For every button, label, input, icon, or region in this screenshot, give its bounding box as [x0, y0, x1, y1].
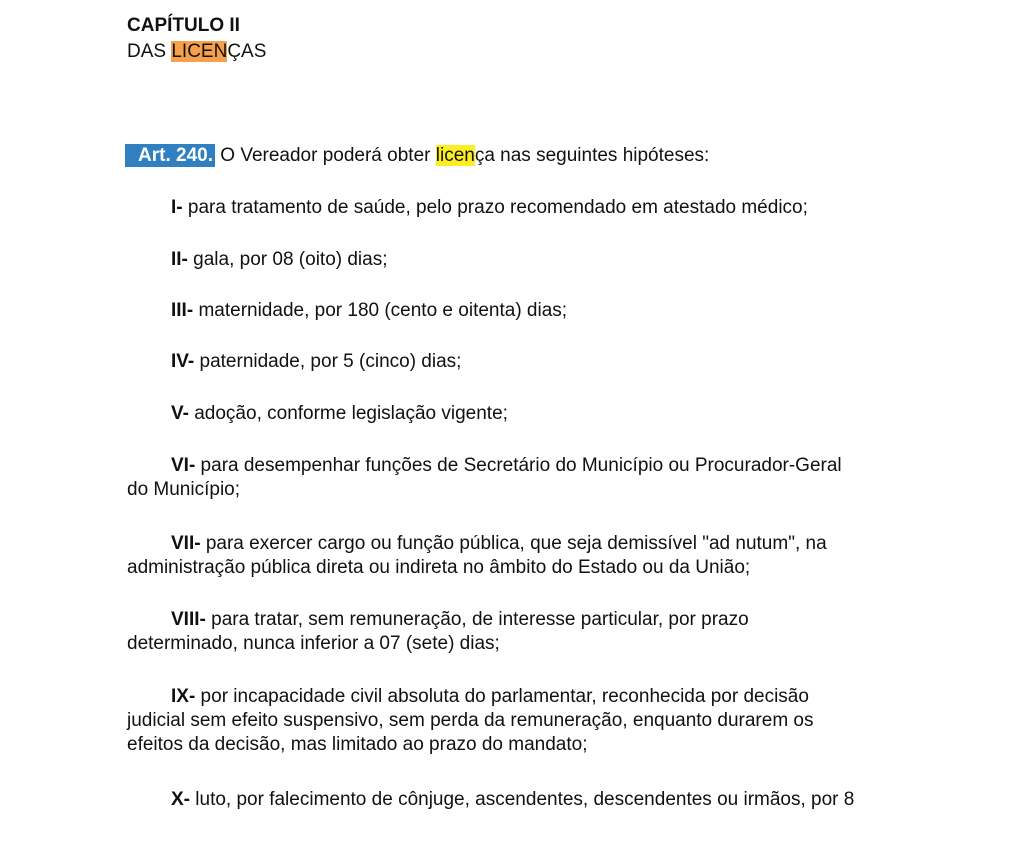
item-number: VI- — [171, 455, 196, 476]
item-number: II- — [171, 249, 188, 270]
item-number: VII- — [171, 533, 201, 554]
item-number: IX- — [171, 686, 196, 707]
item-number: I- — [171, 197, 183, 218]
item-number: IV- — [171, 351, 195, 372]
item-text: para tratar, sem remuneração, de interesse particular, por prazo — [205, 609, 749, 630]
list-item-iv — [127, 350, 927, 374]
chapter-subtitle-suffix: ÇAS — [227, 41, 267, 62]
item-number: X- — [171, 789, 190, 810]
chapter-subtitle — [127, 40, 266, 64]
article-text-after: ça nas seguintes hipóteses: — [474, 145, 710, 166]
list-item-viii — [127, 608, 927, 656]
list-item-x — [127, 788, 927, 812]
item-text: para desempenhar funções de Secretário do Município ou Procurador-Geral — [195, 455, 842, 476]
item-number: III- — [171, 300, 194, 321]
item-text-continued: efeitos da decisão, mas limitado ao prazo do mandato; — [127, 734, 588, 755]
list-item-iii — [127, 299, 927, 323]
list-item-v — [127, 402, 927, 426]
item-text: adoção, conforme legislação vigente; — [188, 403, 508, 424]
search-highlight-current: LICEN — [171, 41, 228, 62]
article-text-before: O Vereador poderá obter — [214, 145, 436, 166]
list-item-ii — [127, 248, 927, 272]
list-item-ix — [127, 685, 927, 757]
item-text: para exercer cargo ou função pública, que seja demissível "ad nutum", na — [200, 533, 827, 554]
item-text: por incapacidade civil absoluta do parlamentar, reconhecida por decisão — [195, 686, 809, 707]
item-text-continued: determinado, nunca inferior a 07 (sete) dias; — [127, 633, 500, 654]
item-text: luto, por falecimento de cônjuge, ascendentes, descendentes ou irmãos, por 8 — [190, 789, 855, 810]
item-number: VIII- — [171, 609, 206, 630]
list-item-vii — [127, 532, 927, 580]
item-text: paternidade, por 5 (cinco) dias; — [194, 351, 462, 372]
chapter-title: CAPÍTULO II — [127, 15, 240, 36]
article-heading — [125, 143, 709, 169]
item-text: gala, por 08 (oito) dias; — [187, 249, 388, 270]
list-item-vi — [127, 454, 927, 502]
item-text-continued: administração pública direta ou indireta no âmbito do Estado ou da União; — [127, 557, 751, 578]
item-text: maternidade, por 180 (cento e oitenta) dias; — [193, 300, 568, 321]
chapter-subtitle-prefix: DAS — [127, 41, 172, 62]
item-text-continued: judicial sem efeito suspensivo, sem perda da remuneração, enquanto durarem os — [127, 710, 814, 731]
article-number-link[interactable]: Art. 240. — [125, 144, 215, 167]
item-number: V- — [171, 403, 189, 424]
search-highlight-match: licen — [435, 145, 475, 166]
item-text-continued: do Município; — [127, 479, 241, 500]
item-text: para tratamento de saúde, pelo prazo recomendado em atestado médico; — [182, 197, 808, 218]
list-item-i — [127, 196, 927, 220]
